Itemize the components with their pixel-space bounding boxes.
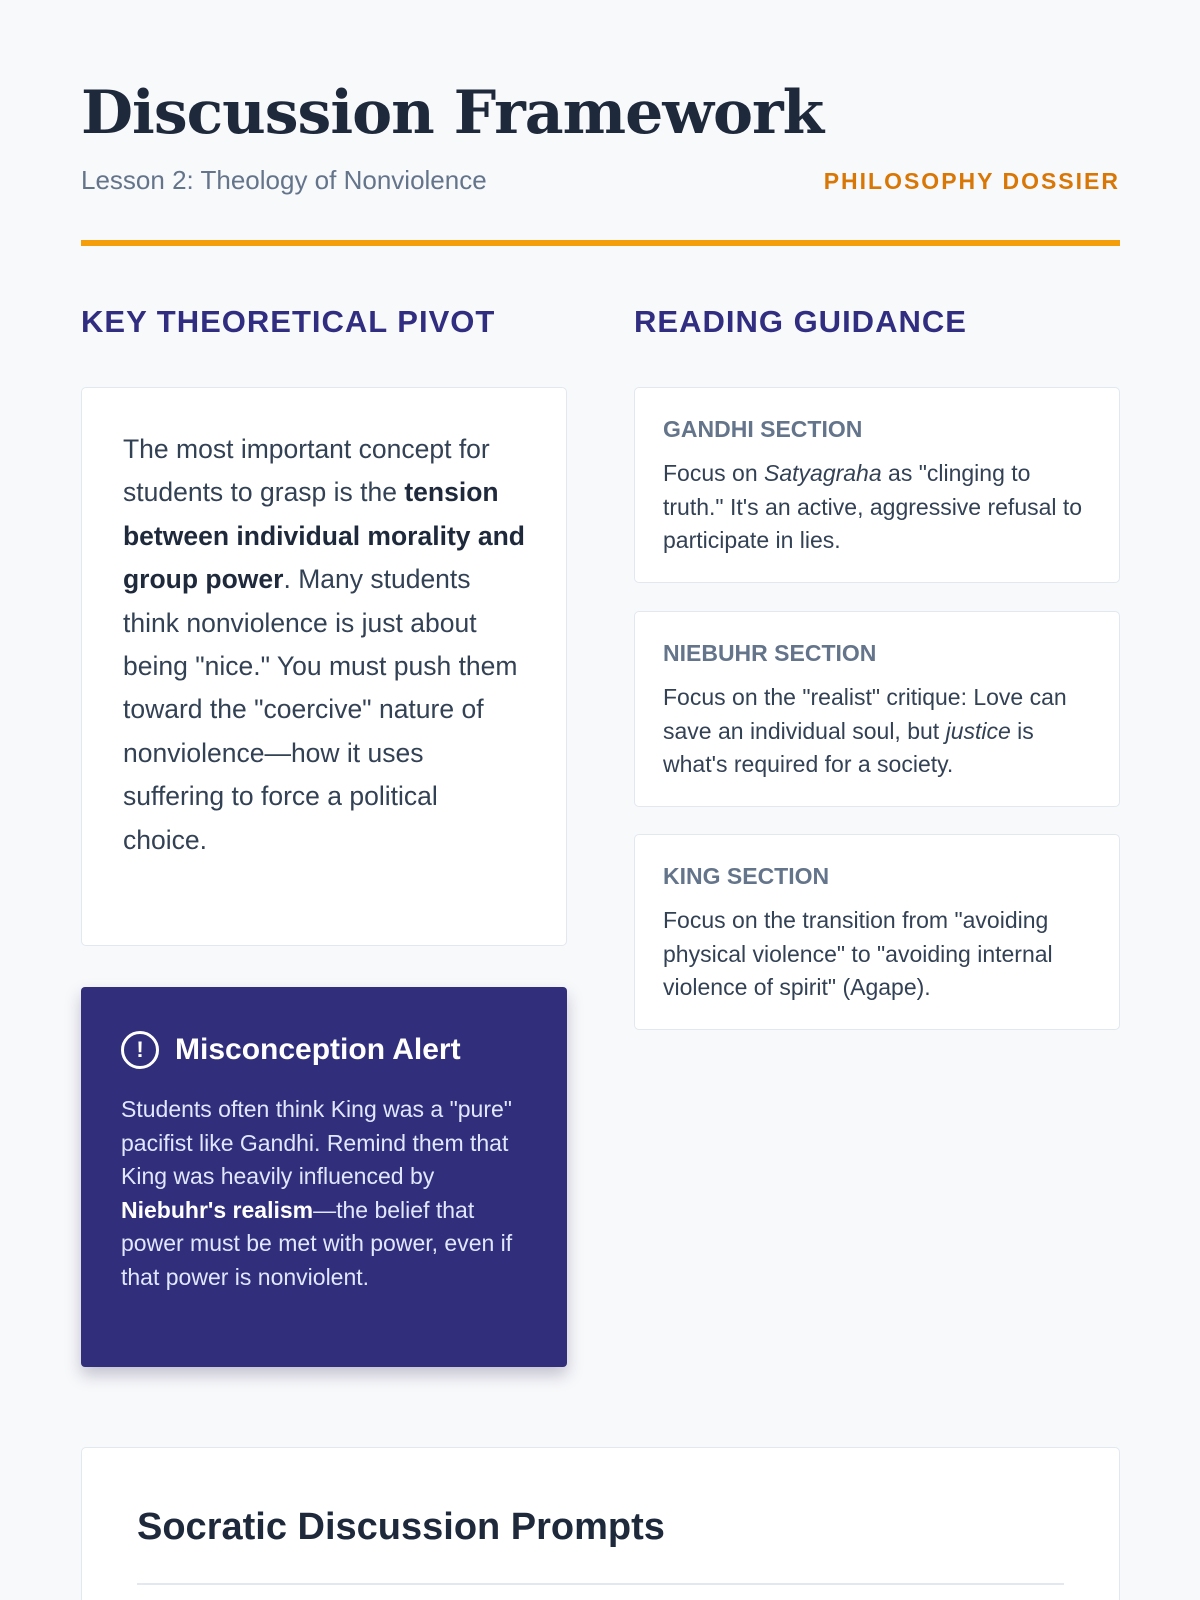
niebuhr-section-label: NIEBUHR SECTION — [663, 640, 877, 666]
alert-header — [121, 1031, 527, 1069]
gandhi-text-part: Focus on — [663, 460, 764, 486]
socratic-prompts-title: Socratic Discussion Prompts — [137, 1506, 665, 1548]
king-section-card — [634, 834, 1120, 1030]
alert-title: Misconception Alert — [175, 1033, 461, 1066]
niebuhr-text-part: is what's required for a society. — [663, 717, 1034, 777]
alert-emphasis: Niebuhr's realism — [121, 1196, 314, 1223]
gandhi-section-card — [634, 387, 1120, 583]
lesson-subtitle: Lesson 2: Theology of Nonviolence — [81, 165, 487, 195]
dossier-tag: PHILOSOPHY DOSSIER — [823, 168, 1120, 194]
gandhi-section-label: GANDHI SECTION — [663, 416, 863, 442]
reading-guidance-heading: READING GUIDANCE — [634, 304, 967, 339]
niebuhr-section-card — [634, 611, 1120, 807]
page-title: Discussion Framework — [81, 78, 824, 148]
misconception-alert-card — [81, 987, 567, 1367]
alert-text-part: Students often think King was a "pure" pacifist like Gandhi. Remind them that King was heavily influenced by — [121, 1096, 512, 1189]
key-pivot-text-part: . Many students think nonviolence is just about being "nice." You must push them toward the "coercive" nature of nonviolence—how it uses suffering to force a political choice. — [123, 564, 518, 855]
key-pivot-heading: KEY THEORETICAL PIVOT — [81, 304, 496, 339]
niebuhr-italic-term: justice — [945, 717, 1011, 744]
niebuhr-section-text — [663, 681, 1093, 782]
gandhi-section-text — [663, 457, 1093, 558]
king-section-label: KING SECTION — [663, 863, 830, 889]
header-divider — [81, 240, 1120, 246]
socratic-prompts-card — [81, 1447, 1120, 1600]
alert-text-part: —the belief that power must be met with power, even if that power is nonviolent. — [121, 1196, 513, 1290]
gandhi-text-part: as "clinging to truth." It's an active, aggressive refusal to participate in lies. — [663, 460, 1083, 553]
alert-text — [121, 1093, 527, 1294]
exclamation-circle-icon: ! — [121, 1031, 159, 1069]
niebuhr-text-part: Focus on the "realist" critique: Love can save an individual soul, but — [663, 684, 1067, 744]
key-pivot-text — [123, 428, 526, 862]
key-pivot-card — [81, 387, 567, 946]
king-section-text: Focus on the transition from "avoiding physical violence" to "avoiding internal violence of spirit" (Agape). — [663, 907, 1053, 1000]
gandhi-italic-term: Satyagraha — [764, 460, 882, 486]
prompts-divider — [137, 1583, 1064, 1585]
key-pivot-emphasis: tension between individual morality and group power — [123, 477, 525, 595]
key-pivot-text-part: The most important concept for students to grasp is the — [123, 434, 490, 508]
